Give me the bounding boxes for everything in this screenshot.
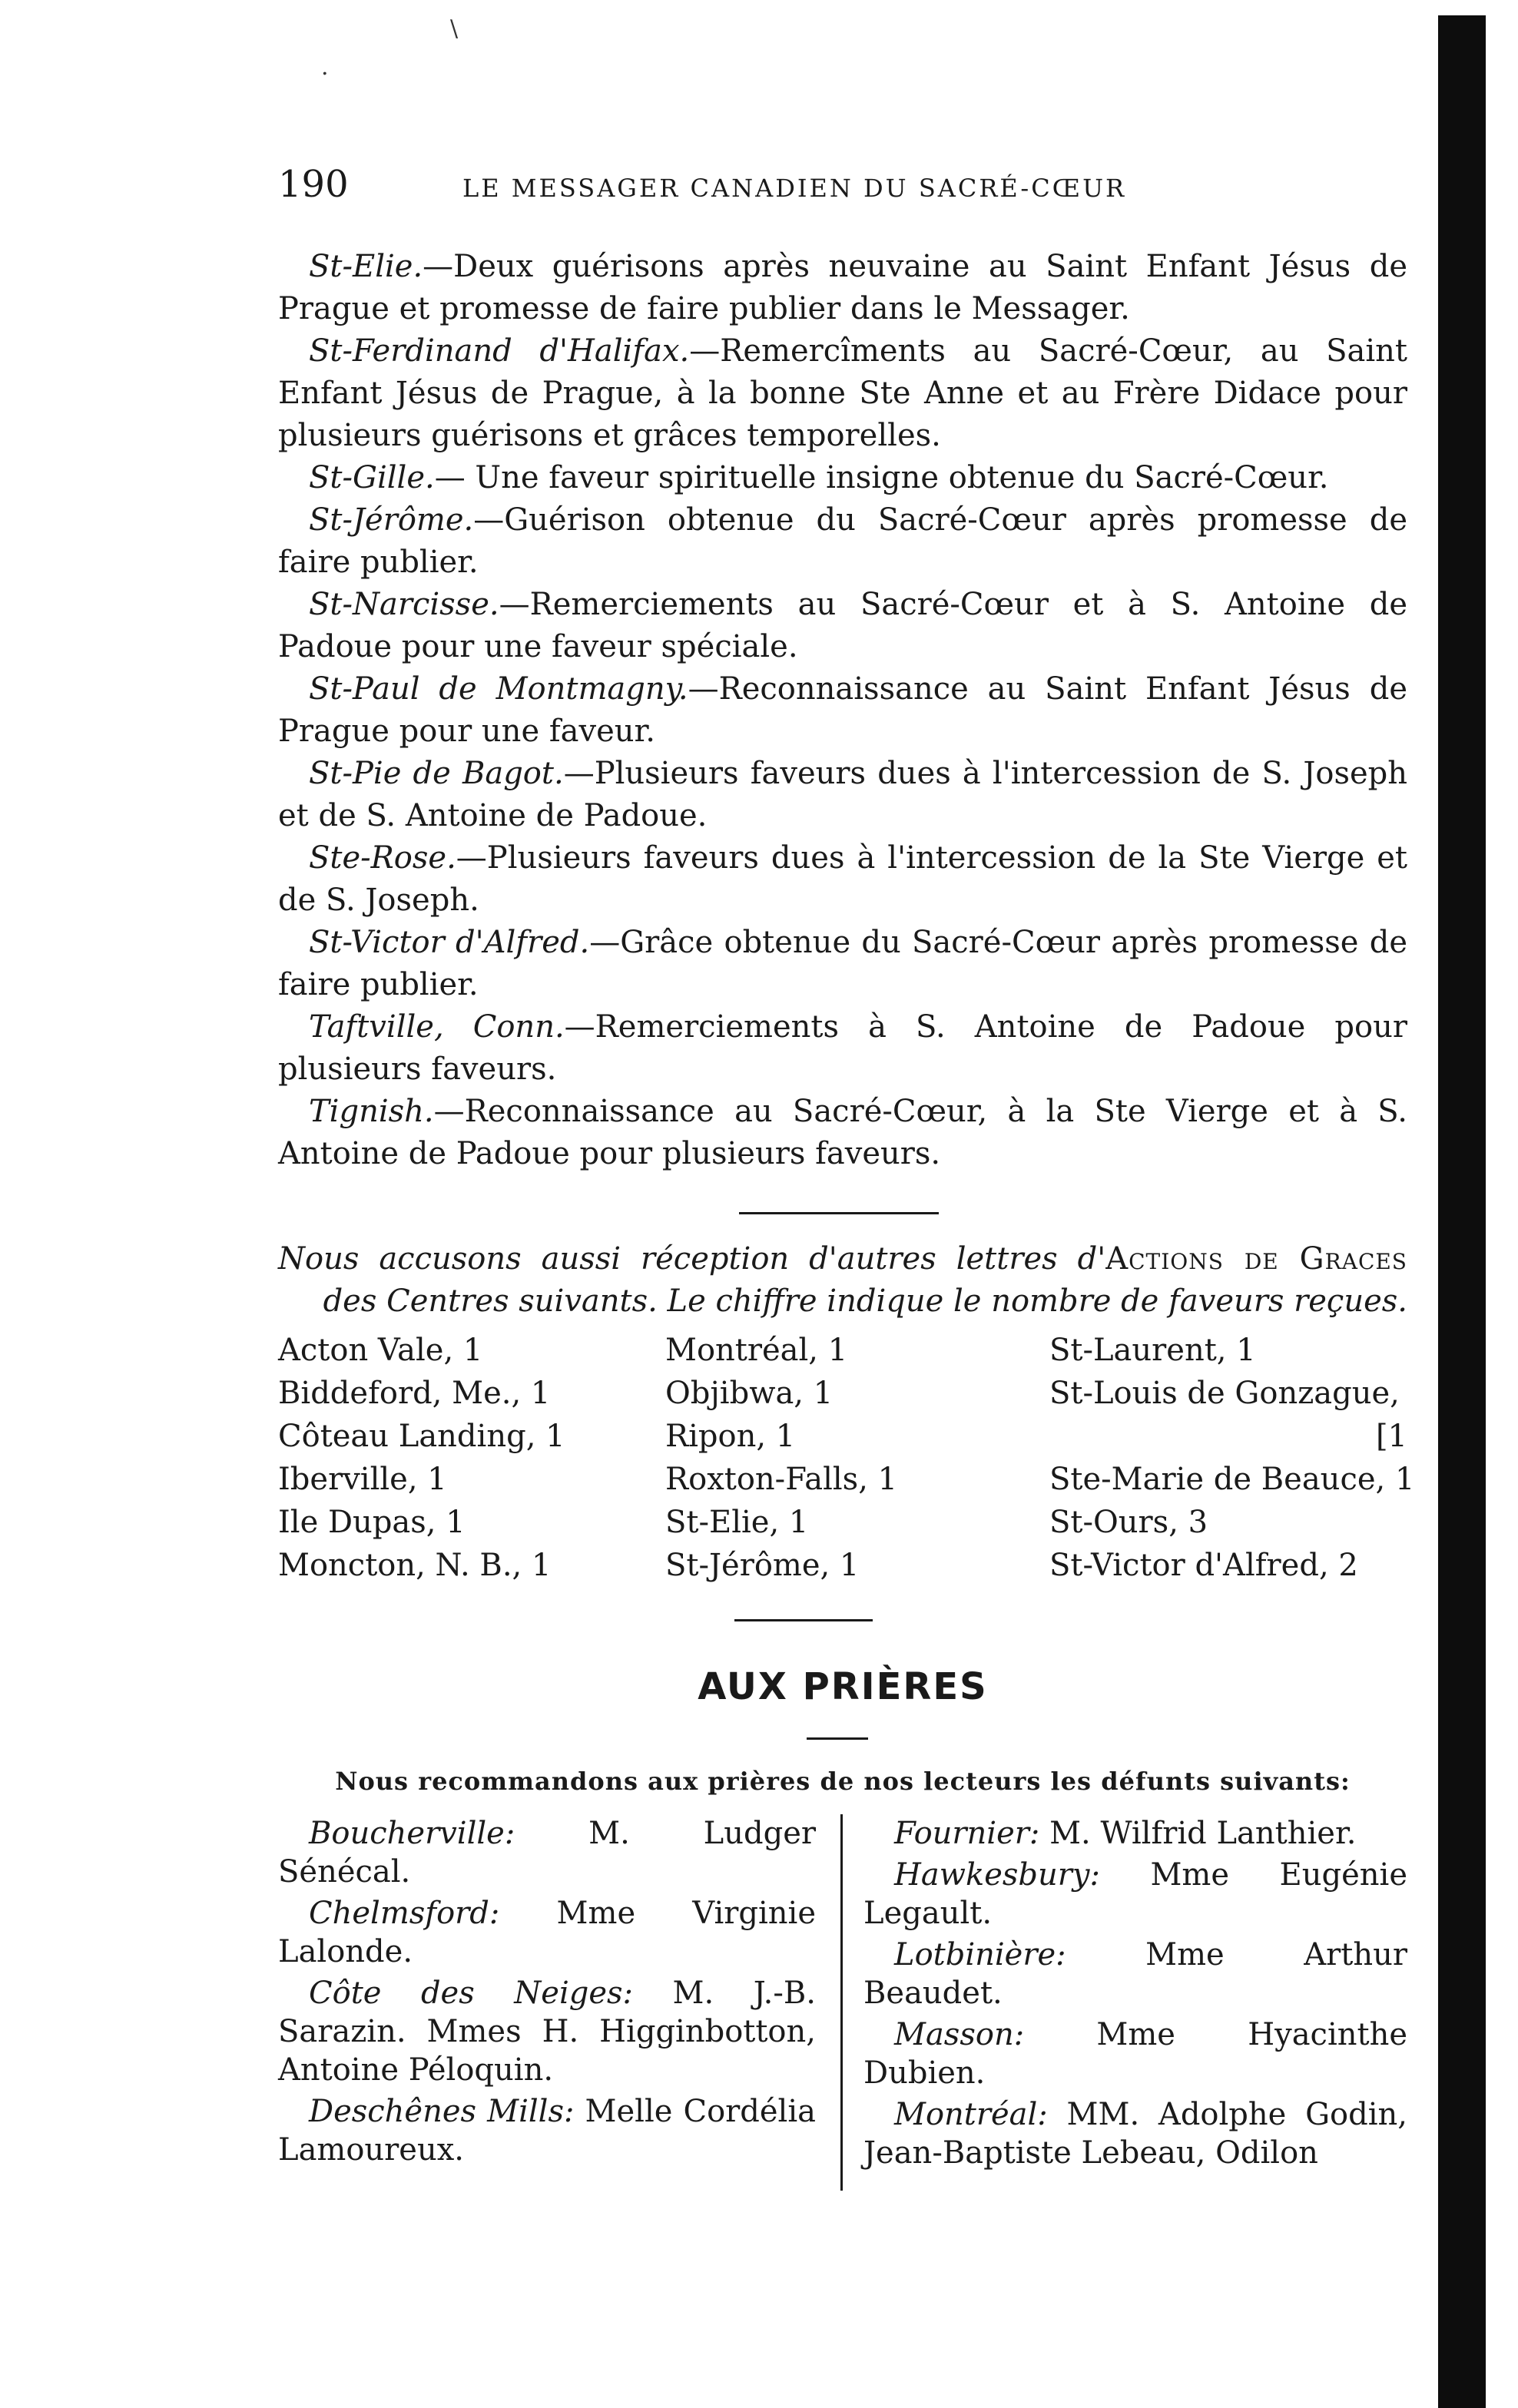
entry-place: Tignish. <box>309 1094 434 1129</box>
entry-text: —Remerciements à S. Antoine de Padoue pour plusieurs faveurs. <box>278 1009 1407 1087</box>
running-title: LE MESSAGER CANADIEN DU SACRÉ-CŒUR <box>462 174 1127 203</box>
section-divider <box>739 1212 939 1214</box>
title-underline <box>807 1737 868 1740</box>
acknowledgement-line <box>278 1238 1407 1280</box>
entry-place: St-Ferdinand d'Halifax. <box>309 333 690 369</box>
centre-item: Ste-Marie de Beauce, 1 <box>1049 1462 1415 1497</box>
deceased-names: M. Ludger Sénécal. <box>278 1816 816 1890</box>
page-header <box>278 163 1407 217</box>
deceased-names: Mme Virginie Lalonde. <box>278 1896 816 1969</box>
entry-text: —Deux guérisons après neuvaine au Saint Enfant Jésus de Prague et promesse de faire publier dans le Messager. <box>278 249 1407 326</box>
deceased-place: Montréal: <box>894 2097 1048 2132</box>
entry-text: —Reconnaissance au Saint Enfant Jésus de Prague pour une faveur. <box>278 671 1407 749</box>
centre-item: Objibwa, 1 <box>665 1376 834 1411</box>
centre-item: St-Jérôme, 1 <box>665 1548 860 1583</box>
deceased-entry <box>863 1936 1407 2012</box>
entry-place: St-Gille. <box>309 460 435 495</box>
acknowledgement-text-end: des Centres suivants. Le chiffre indique le nombre de faveurs reçues. <box>323 1283 1407 1319</box>
scan-speck: \ <box>450 15 459 42</box>
deceased-entry <box>863 1856 1407 1933</box>
entry-text: —Reconnaissance au Sacré-Cœur, à la Ste Vierge et à S. Antoine de Padoue pour plusieurs faveurs. <box>278 1094 1407 1171</box>
deceased-place: Côte des Neiges: <box>309 1976 634 2011</box>
centres-column-1 <box>278 1329 647 1587</box>
centre-item: Acton Vale, 1 <box>278 1333 483 1368</box>
page-number: 190 <box>278 163 349 206</box>
deceased-place: Boucherville: <box>309 1816 515 1851</box>
entry-place: St-Narcisse. <box>309 587 499 622</box>
centre-item: Côteau Landing, 1 <box>278 1419 565 1454</box>
prayers-intro: Nous recommandons aux prières de nos lecteurs les défunts suivants: <box>335 1767 1351 1796</box>
deceased-entry <box>863 2095 1407 2172</box>
entry <box>278 922 1407 1006</box>
centre-item: St-Ours, 3 <box>1049 1505 1208 1540</box>
acknowledgement-text: Nous accusons aussi réception d'autres lettres d' <box>278 1241 1106 1277</box>
deceased-entry <box>278 1894 816 1971</box>
deceased-place: Chelmsford: <box>309 1896 500 1931</box>
deceased-names: M. J.-B. Sarazin. Mmes H. Higginbotton, Antoine Péloquin. <box>278 1976 816 2088</box>
centre-item: Moncton, N. B., 1 <box>278 1548 552 1583</box>
entry <box>278 499 1407 584</box>
entry <box>278 668 1407 753</box>
section-title: AUX PRIÈRES <box>698 1665 988 1708</box>
deceased-place: Hawkesbury: <box>894 1857 1100 1893</box>
deceased-place: Deschênes Mills: <box>309 2094 575 2129</box>
deceased-column-left <box>278 1814 816 2172</box>
acknowledgement-paragraph <box>278 1238 1407 1323</box>
entry-place: St-Pie de Bagot. <box>309 756 564 791</box>
entry-place: St-Victor d'Alfred. <box>309 925 590 960</box>
scan-speck: . <box>321 54 329 81</box>
deceased-column-right <box>863 1814 1407 2175</box>
entry-text: —Plusieurs faveurs dues à l'intercession de la Ste Vierge et de S. Joseph. <box>278 840 1407 918</box>
entry <box>278 457 1407 499</box>
centres-column-3 <box>1049 1329 1415 1587</box>
entry-place: St-Elie. <box>309 249 423 284</box>
deceased-names: Melle Cordélia Lamoureux. <box>278 2094 816 2168</box>
deceased-names: Mme Eugénie Legault. <box>863 1857 1407 1931</box>
centre-item: St-Laurent, 1 <box>1049 1333 1256 1368</box>
deceased-entry <box>863 1814 1407 1853</box>
thanksgiving-entries <box>278 246 1407 1175</box>
entry-place: St-Jérôme. <box>309 502 474 538</box>
deceased-names: MM. Adolphe Godin, Jean-Baptiste Lebeau, Odilon <box>863 2097 1407 2171</box>
column-divider <box>840 1814 843 2191</box>
deceased-entry <box>278 1974 816 2089</box>
deceased-names: M. Wilfrid Lanthier. <box>1039 1816 1357 1851</box>
entry <box>278 330 1407 457</box>
entry <box>278 246 1407 330</box>
centre-item: Biddeford, Me., 1 <box>278 1376 551 1411</box>
entry-place: Ste-Rose. <box>309 840 456 876</box>
deceased-entry <box>278 2092 816 2169</box>
deceased-names: Mme Arthur Beaudet. <box>863 1937 1407 2011</box>
deceased-place: Fournier: <box>894 1816 1040 1851</box>
actions-de-graces: Actions de Graces <box>1105 1241 1407 1277</box>
entry-text: —Grâce obtenue du Sacré-Cœur après promesse de faire publier. <box>278 925 1408 1002</box>
deceased-entry <box>863 2015 1407 2092</box>
entry-text: —Remercîments au Sacré-Cœur, au Saint Enfant Jésus de Prague, à la bonne Ste Anne et au Frère Didace pour plusieurs guérisons et grâces temporelles. <box>278 333 1407 453</box>
deceased-entry <box>278 1814 816 1891</box>
section-divider <box>734 1619 873 1621</box>
deceased-place: Masson: <box>894 2017 1025 2052</box>
centre-item: St-Louis de Gonzague, <box>1049 1376 1400 1411</box>
entry-text: —Remerciements au Sacré-Cœur et à S. Antoine de Padoue pour une faveur spéciale. <box>278 587 1407 664</box>
centre-item: St-Elie, 1 <box>665 1505 809 1540</box>
entry-text: — Une faveur spirituelle insigne obtenue du Sacré-Cœur. <box>434 460 1329 495</box>
centres-column-2 <box>665 1329 1034 1587</box>
centre-item: Ripon, 1 <box>665 1419 796 1454</box>
entry-place: St-Paul de Montmagny. <box>309 671 688 707</box>
centre-item: Ile Dupas, 1 <box>278 1505 466 1540</box>
deceased-place: Lotbinière: <box>894 1937 1066 1972</box>
entry <box>278 1091 1407 1175</box>
entry-text: —Guérison obtenue du Sacré-Cœur après promesse de faire publier. <box>278 502 1407 580</box>
entry <box>278 753 1407 837</box>
entry-text: —Plusieurs faveurs dues à l'intercession de S. Joseph et de S. Antoine de Padoue. <box>278 756 1408 833</box>
centre-item: Roxton-Falls, 1 <box>665 1462 898 1497</box>
centre-item: Iberville, 1 <box>278 1462 447 1497</box>
entry <box>278 837 1407 922</box>
centre-item: Montréal, 1 <box>665 1333 848 1368</box>
page-edge-shadow <box>1438 15 1486 2408</box>
entry <box>278 1006 1407 1091</box>
entry-place: Taftville, Conn. <box>309 1009 565 1045</box>
entry <box>278 584 1407 668</box>
centre-item-wrap: [1 <box>1375 1419 1407 1454</box>
deceased-names: Mme Hyacinthe Dubien. <box>863 2017 1407 2091</box>
centre-item: St-Victor d'Alfred, 2 <box>1049 1548 1358 1583</box>
